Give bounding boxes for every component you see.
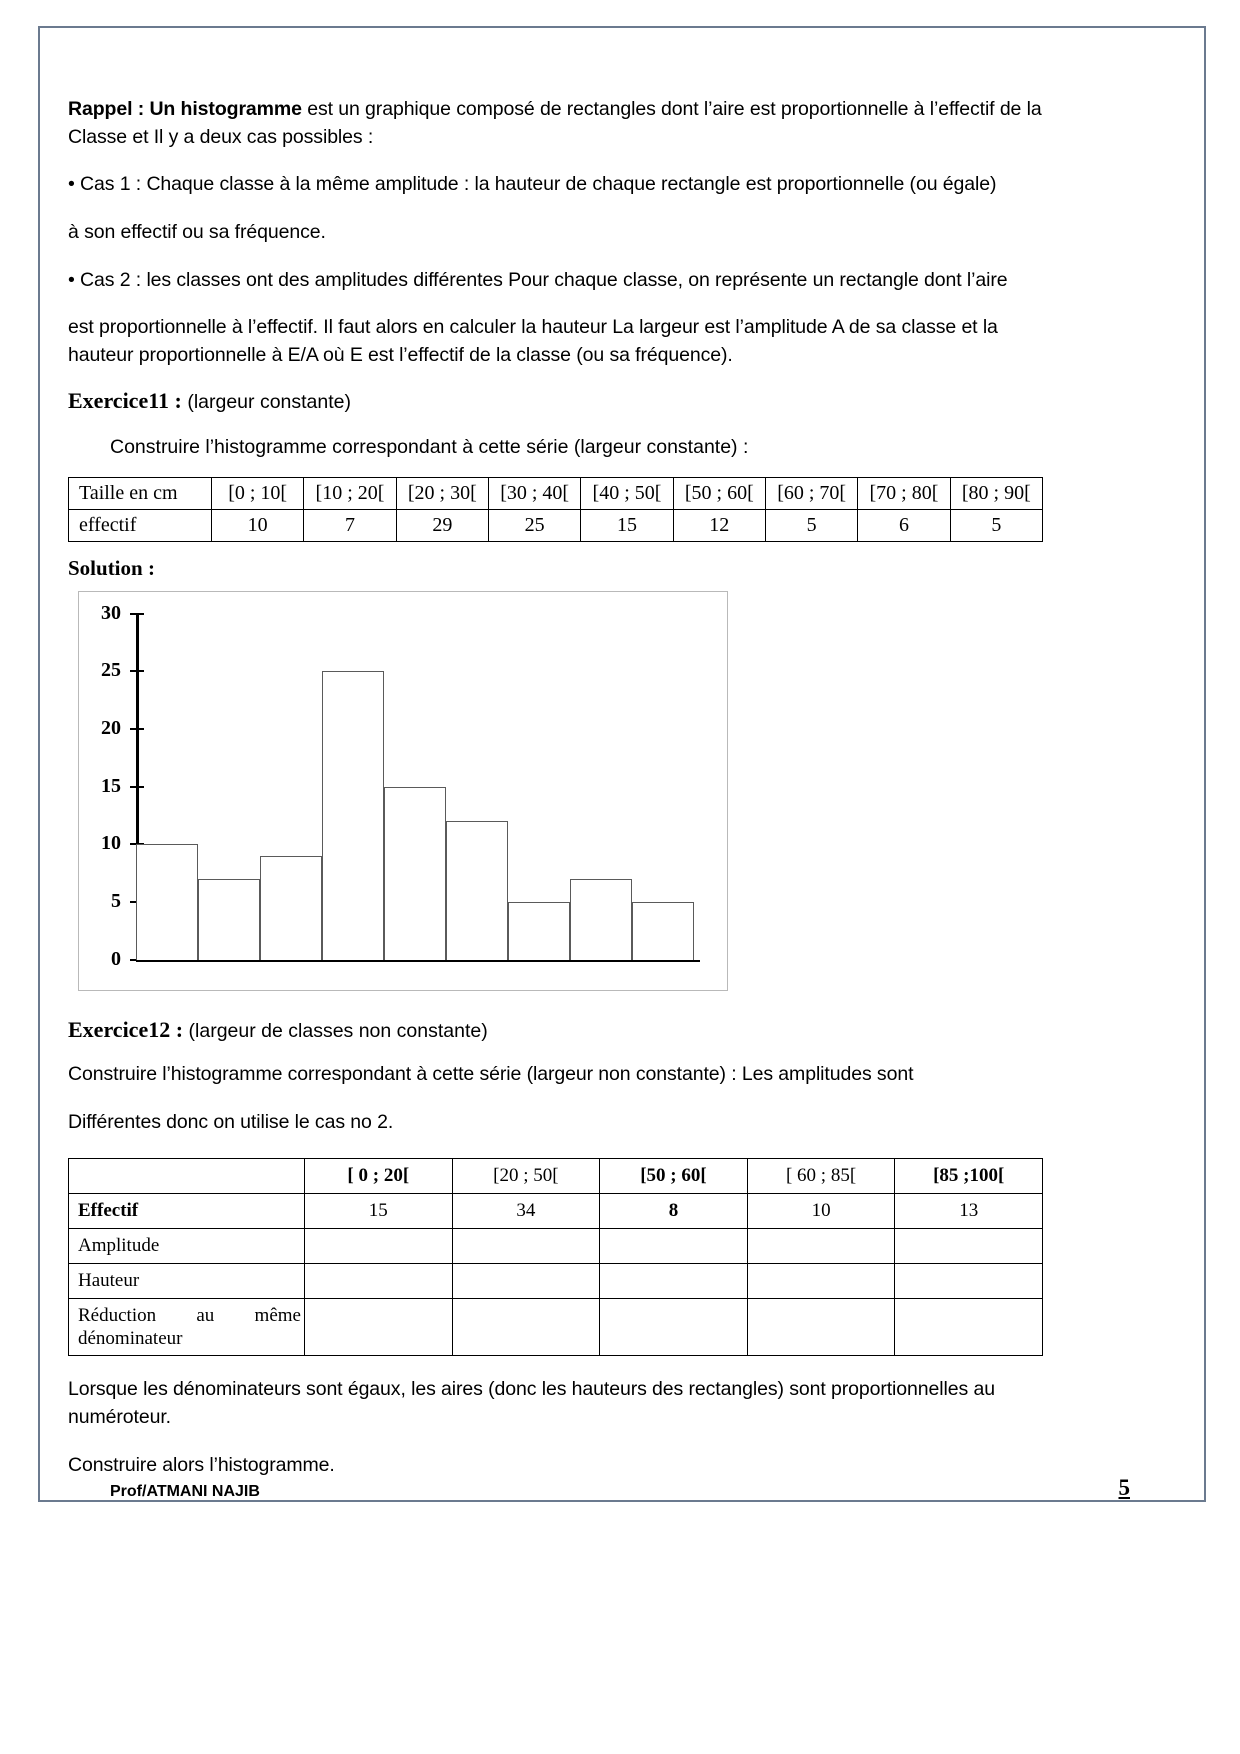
chart-y-tick-label: 10 — [101, 832, 121, 855]
table-cell: 25 — [488, 509, 580, 541]
table-header-cell: [50 ; 60[ — [600, 1159, 748, 1194]
table-cell: 29 — [396, 509, 488, 541]
table-cell: 10 — [212, 509, 304, 541]
table-cell: 12 — [673, 509, 765, 541]
footer-author: Prof/ATMANI NAJIB — [110, 1483, 260, 1500]
document-content — [68, 96, 1043, 1499]
table-cell — [305, 1229, 453, 1264]
table-cell: 5 — [950, 509, 1042, 541]
table-header-cell: [20 ; 50[ — [452, 1159, 600, 1194]
exercise12-line1: Construire l’histogramme correspondant à cette série (largeur non constante) : Les amplitudes sont — [68, 1062, 914, 1085]
table-cell: 6 — [858, 509, 950, 541]
rappel-rest: est un graphique composé de rectangles dont l’aire est proportionnelle à l’effectif de la Classe et Il y a deux cas possibles : — [68, 98, 1042, 148]
chart-bar — [136, 844, 198, 959]
table-cell: 7 — [304, 509, 396, 541]
paragraph-rappel — [68, 96, 1043, 151]
table-cell — [895, 1299, 1043, 1356]
table-header-cell: [ 0 ; 20[ — [305, 1159, 453, 1194]
exercise12-title: Exercice12 : — [68, 1016, 184, 1042]
table-cell: 15 — [305, 1194, 453, 1229]
table-corner-cell — [69, 1159, 305, 1194]
chart-y-tick — [130, 728, 144, 730]
table-cell — [452, 1229, 600, 1264]
table-cell — [600, 1229, 748, 1264]
table-row — [69, 477, 1043, 509]
table-cell — [747, 1264, 895, 1299]
table-row-label: Effectif — [69, 1194, 305, 1229]
chart-bar — [260, 856, 322, 960]
table-cell — [895, 1264, 1043, 1299]
table-cell — [747, 1299, 895, 1356]
table-row — [69, 1299, 1043, 1356]
table-cell: [20 ; 30[ — [396, 477, 488, 509]
exercise11-heading — [68, 388, 1043, 414]
chart-bar — [508, 902, 570, 960]
table-cell — [305, 1299, 453, 1356]
chart-y-tick — [130, 670, 144, 672]
paragraph-proportionnelle: est proportionnelle à l’effectif. Il faut alors en calculer la hauteur La largeur est l’amplitude A de sa classe et la hauteur proportionnelle à E/A où E est l’effectif de la classe (ou sa fréquence). — [68, 316, 998, 367]
chart-bar — [322, 671, 384, 959]
table-cell: [60 ; 70[ — [765, 477, 857, 509]
chart-y-tick-label: 5 — [111, 890, 121, 913]
table-row-label — [69, 1299, 305, 1356]
paragraph-effectif-frequence: à son effectif ou sa fréquence. — [68, 221, 326, 244]
table-cell: [80 ; 90[ — [950, 477, 1042, 509]
footer-page-number: 5 — [1118, 1475, 1130, 1500]
table-header-cell: [ 60 ; 85[ — [747, 1159, 895, 1194]
table-cell — [600, 1264, 748, 1299]
table-row-label: effectif — [69, 509, 212, 541]
table-row — [69, 1194, 1043, 1229]
table-row-label: Hauteur — [69, 1264, 305, 1299]
chart-y-tick-label: 20 — [101, 717, 121, 740]
table-cell: [30 ; 40[ — [488, 477, 580, 509]
exercise11-table — [68, 477, 1043, 542]
rappel-lead: Rappel : Un histogramme — [68, 98, 302, 120]
chart-bar — [384, 787, 446, 960]
table-header-cell: [85 ;100[ — [895, 1159, 1043, 1194]
table-cell — [747, 1229, 895, 1264]
exercise12-closing1: Lorsque les dénominateurs sont égaux, les aires (donc les hauteurs des rectangles) sont proportionnelles au numéroteur. — [68, 1378, 995, 1428]
table-row — [69, 1229, 1043, 1264]
table-cell — [895, 1229, 1043, 1264]
table-row — [69, 509, 1043, 541]
paragraph-cas2: • Cas 2 : les classes ont des amplitudes différentes Pour chaque classe, on représente un rectangle dont l’aire — [68, 268, 1008, 291]
histogram-chart — [78, 591, 728, 991]
chart-bar — [632, 902, 694, 960]
chart-y-tick — [130, 786, 144, 788]
table-row — [69, 1264, 1043, 1299]
table-cell: [0 ; 10[ — [212, 477, 304, 509]
table-cell: [40 ; 50[ — [581, 477, 673, 509]
table-cell: 10 — [747, 1194, 895, 1229]
chart-y-tick-label: 25 — [101, 659, 121, 682]
exercise11-title: Exercice11 : — [68, 387, 182, 413]
table-cell: [70 ; 80[ — [858, 477, 950, 509]
chart-bar — [570, 879, 632, 960]
table-cell: 34 — [452, 1194, 600, 1229]
table-cell: 8 — [600, 1194, 748, 1229]
exercise12-closing2: Construire alors l’histogramme. — [68, 1453, 335, 1476]
solution-label: Solution : — [68, 555, 155, 580]
chart-bar — [446, 821, 508, 959]
table-cell — [305, 1264, 453, 1299]
table-row-label: Amplitude — [69, 1229, 305, 1264]
table-cell — [600, 1299, 748, 1356]
exercise12-table — [68, 1158, 1043, 1356]
paragraph-cas1: • Cas 1 : Chaque classe à la même amplitude : la hauteur de chaque rectangle est proportionnelle (ou égale) — [68, 173, 997, 196]
table-row-label-text: Réduction au même dénominateur — [78, 1305, 301, 1350]
table-cell: 13 — [895, 1194, 1043, 1229]
chart-y-tick — [130, 613, 144, 615]
table-cell — [452, 1299, 600, 1356]
exercise11-subtitle: (largeur constante) — [187, 390, 351, 413]
exercise11-instruction: Construire l’histogramme correspondant à cette série (largeur constante) : — [110, 435, 749, 458]
table-cell: 5 — [765, 509, 857, 541]
table-cell: [10 ; 20[ — [304, 477, 396, 509]
page-footer — [110, 1475, 1130, 1501]
table-cell: 15 — [581, 509, 673, 541]
exercise12-line2: Différentes donc on utilise le cas no 2. — [68, 1110, 394, 1133]
exercise12-heading — [68, 1017, 1043, 1043]
table-cell — [452, 1264, 600, 1299]
chart-y-tick-label: 15 — [101, 774, 121, 797]
chart-y-tick-label: 30 — [101, 601, 121, 624]
chart-bar — [198, 879, 260, 960]
table-cell: [50 ; 60[ — [673, 477, 765, 509]
table-row — [69, 1159, 1043, 1194]
chart-y-tick-label: 0 — [111, 947, 121, 970]
chart-x-axis — [136, 960, 700, 963]
table-row-label: Taille en cm — [69, 477, 212, 509]
exercise12-subtitle: (largeur de classes non constante) — [188, 1019, 488, 1042]
